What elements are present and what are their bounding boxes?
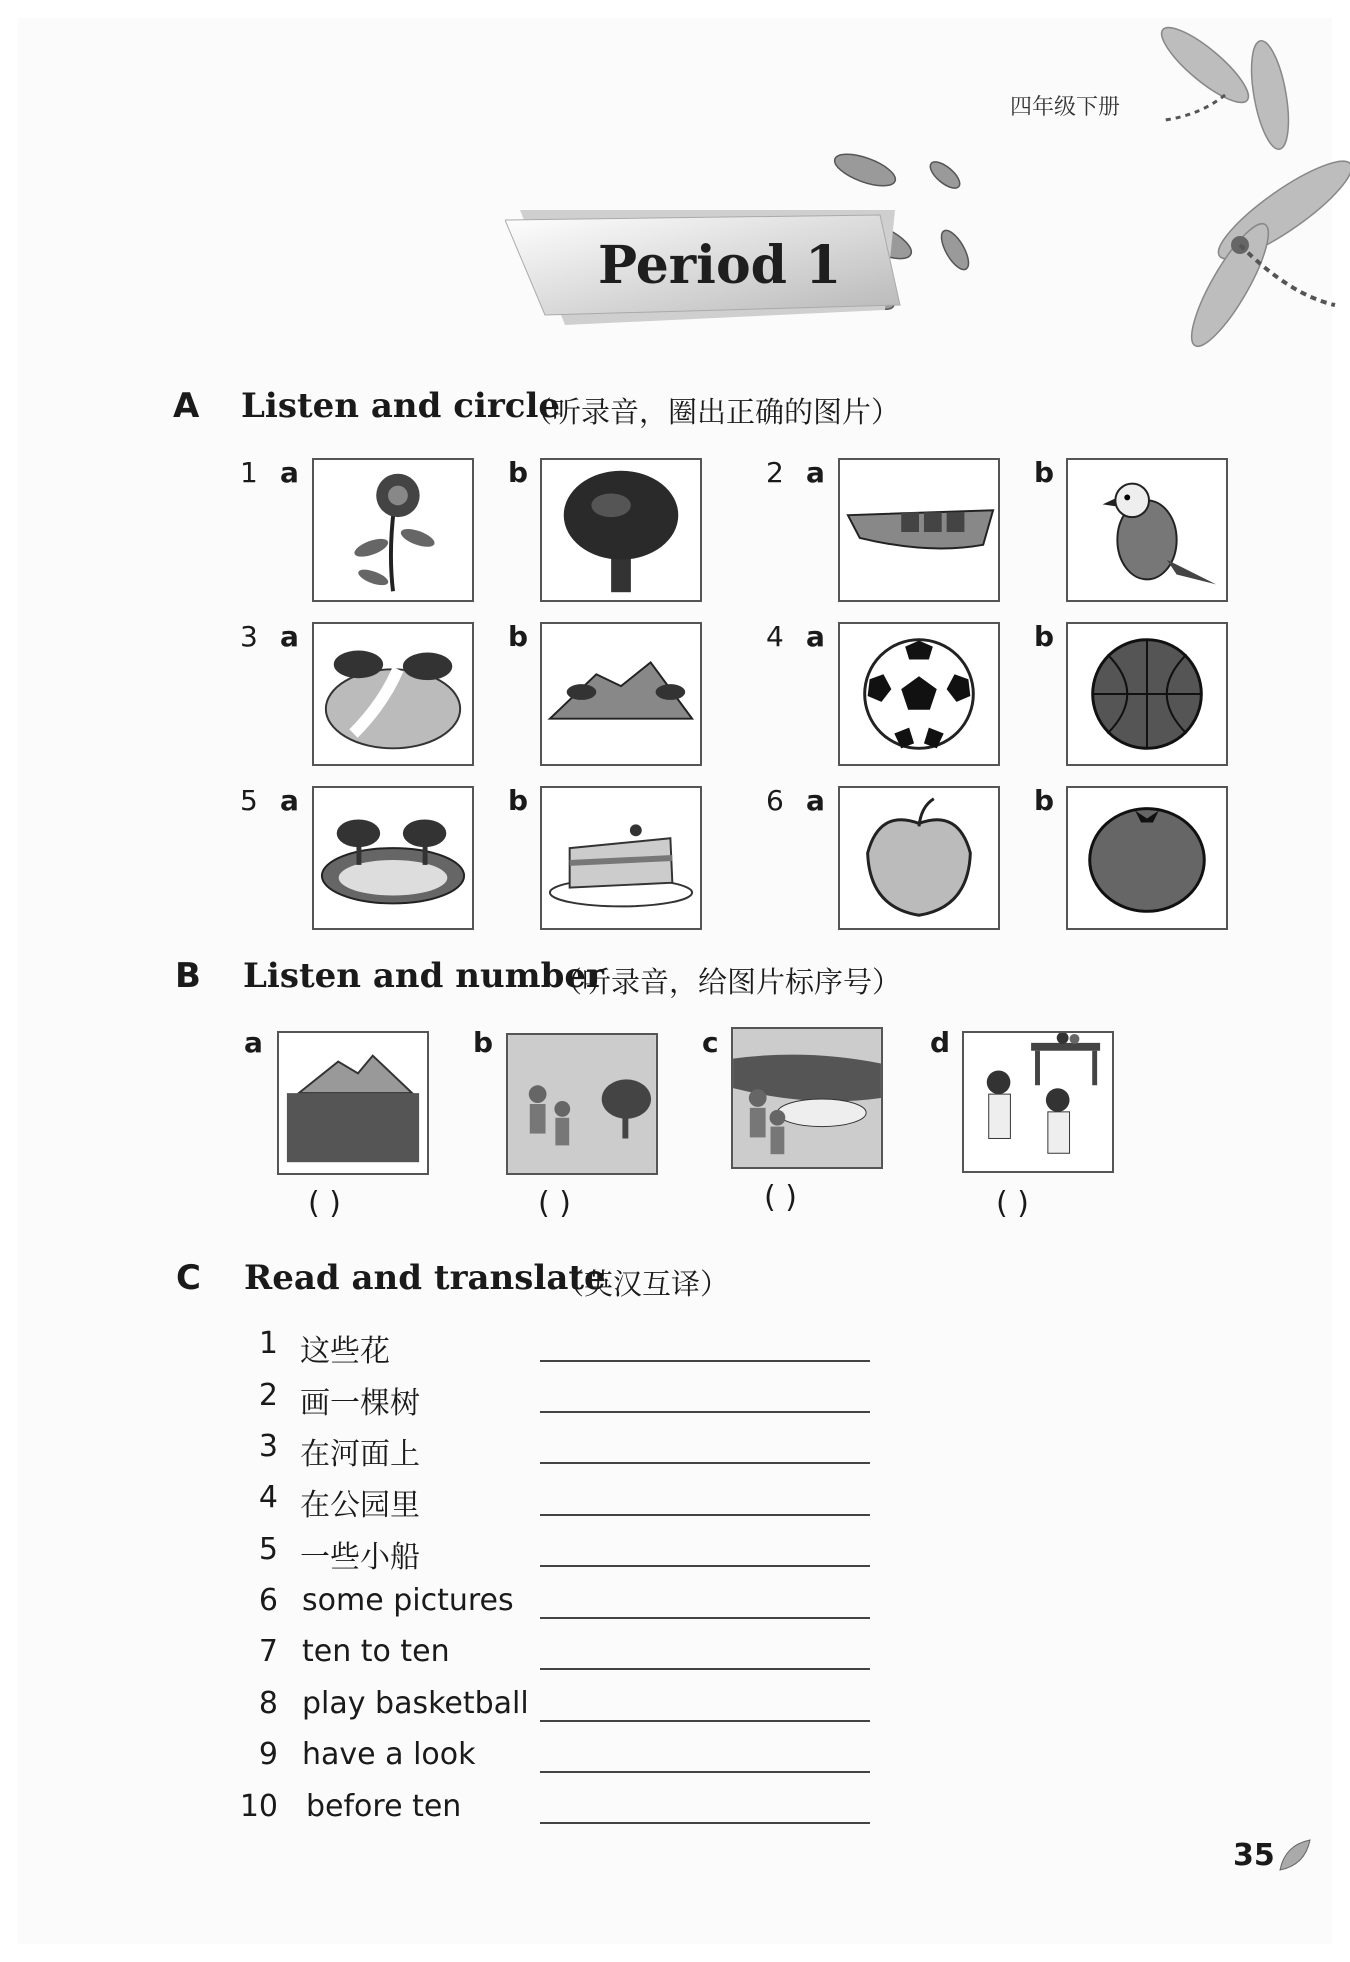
answer-line[interactable] [540,1720,870,1722]
option-label: a [280,456,299,489]
option-label: c [702,1026,719,1059]
orange-icon[interactable] [1066,786,1228,930]
section-c-title: Read and translate [244,1258,606,1298]
answer-line[interactable] [540,1822,870,1824]
translate-phrase: have a look [302,1737,476,1772]
section-a-title: Listen and circle [241,386,560,426]
page-number: 35 [1233,1838,1275,1873]
answer-line[interactable] [540,1514,870,1516]
tree-icon[interactable] [540,458,702,602]
grade-label: 四年级下册 [1010,95,1121,120]
answer-parentheses[interactable]: ( ) [308,1186,341,1221]
answer-parentheses[interactable]: ( ) [538,1186,571,1221]
option-label: b [508,620,529,653]
answer-line[interactable] [540,1565,870,1567]
bird-icon[interactable] [1066,458,1228,602]
cake-icon[interactable] [540,786,702,930]
rose-flower-icon[interactable] [312,458,474,602]
section-b-letter: B [175,956,201,996]
item-number: 7 [258,1634,278,1669]
hills-icon[interactable] [540,622,702,766]
option-label: b [508,456,529,489]
translate-phrase: 在公园里 [300,1488,420,1523]
translate-phrase: 在河面上 [300,1437,420,1472]
mountain-scene-icon[interactable] [277,1031,429,1175]
item-number: 5 [258,1532,278,1567]
item-number: 2 [258,1378,278,1413]
apple-icon[interactable] [838,786,1000,930]
item-number: 3 [258,1429,278,1464]
dragonfly-decoration-icon [1120,15,1350,355]
translate-phrase: 一些小船 [300,1540,420,1575]
option-label: a [280,620,299,653]
option-label: d [930,1026,951,1059]
boat-icon[interactable] [838,458,1000,602]
question-number: 2 [766,456,784,489]
option-label: a [806,620,825,653]
answer-parentheses[interactable]: ( ) [764,1180,797,1215]
item-number: 4 [258,1480,278,1515]
answer-line[interactable] [540,1360,870,1362]
item-number: 9 [258,1737,278,1772]
river-icon[interactable] [312,622,474,766]
answer-line[interactable] [540,1462,870,1464]
girls-with-fruit-icon[interactable] [962,1031,1114,1173]
page-title: Period 1 [598,235,842,296]
section-b-subtitle: （听录音，给图片标序号） [553,965,902,999]
question-number: 4 [766,620,784,653]
kids-in-park-icon[interactable] [506,1033,658,1175]
leaf-icon [1275,1835,1315,1875]
section-c-letter: C [176,1258,201,1298]
answer-line[interactable] [540,1411,870,1413]
item-number: 6 [258,1583,278,1618]
question-number: 3 [240,620,258,653]
translate-phrase: 画一棵树 [300,1386,420,1421]
answer-line[interactable] [540,1668,870,1670]
translate-phrase: 这些花 [300,1334,390,1369]
option-label: b [1034,456,1055,489]
item-number: 1 [258,1326,278,1361]
answer-line[interactable] [540,1771,870,1773]
football-icon[interactable] [838,622,1000,766]
lake-icon[interactable] [312,786,474,930]
translate-phrase: some pictures [302,1583,514,1618]
option-label: b [508,784,529,817]
section-a-subtitle: （听录音，圈出正确的图片） [523,395,901,429]
question-number: 6 [766,784,784,817]
translate-phrase: before ten [306,1789,462,1824]
item-number: 10 [239,1789,278,1824]
question-number: 1 [240,456,258,489]
option-label: b [1034,620,1055,653]
section-c-subtitle: （英汉互译） [555,1267,730,1301]
kids-by-river-icon[interactable] [731,1027,883,1169]
translate-phrase: play basketball [302,1686,529,1721]
option-label: a [280,784,299,817]
option-label: a [806,784,825,817]
section-a-letter: A [173,386,200,426]
basketball-icon[interactable] [1066,622,1228,766]
item-number: 8 [258,1686,278,1721]
answer-parentheses[interactable]: ( ) [996,1186,1029,1221]
option-label: b [1034,784,1055,817]
translate-phrase: ten to ten [302,1634,450,1669]
answer-line[interactable] [540,1617,870,1619]
option-label: a [244,1026,263,1059]
option-label: b [473,1026,494,1059]
option-label: a [806,456,825,489]
section-b-title: Listen and number [243,956,604,996]
question-number: 5 [240,784,258,817]
